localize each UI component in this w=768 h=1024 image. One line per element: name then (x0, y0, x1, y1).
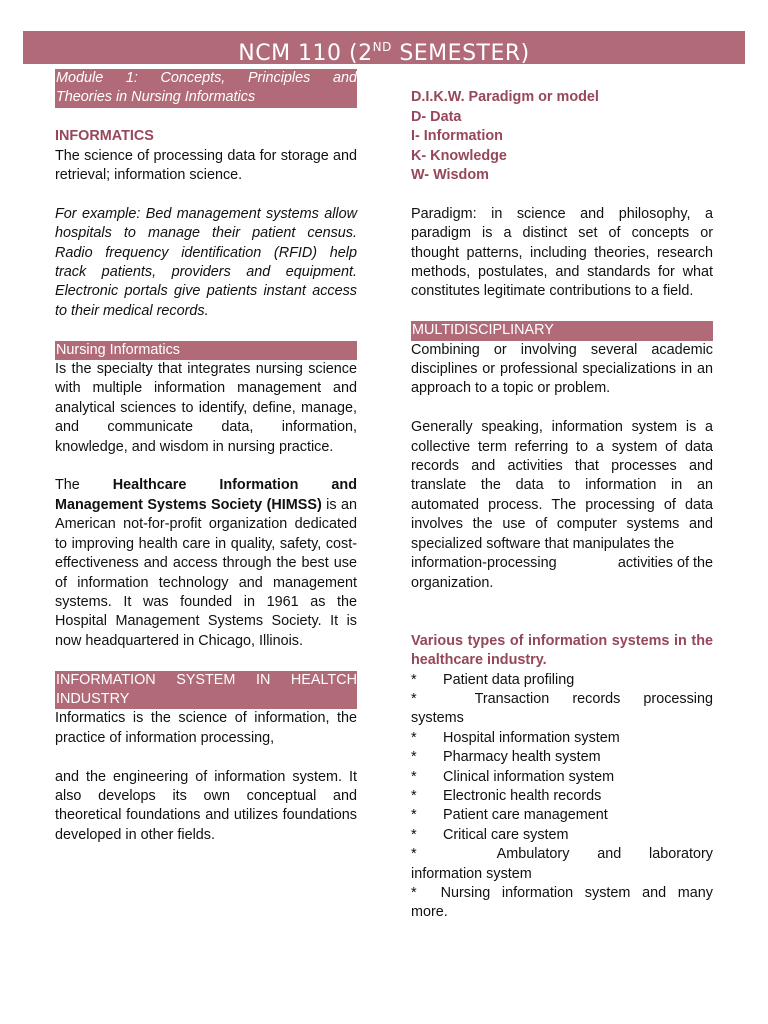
list-item: * Ambulatory and laboratory information system (411, 846, 713, 882)
paradigm-definition: Paradigm: in science and philosophy, a paradigm is a distinct set of concepts or thought patterns, including theories, research methods, postulates, and standards for what constitutes legitimate contributions to a field. (411, 205, 713, 300)
right-column (411, 69, 713, 923)
multidisciplinary-definition: Combining or involving several academic disciplines or professional specializations in an approach to a topic or problem. (411, 341, 713, 397)
informatics-definition: The science of processing data for storage and retrieval; information science. (55, 147, 357, 184)
dikw-item: D- Data (411, 108, 462, 125)
dikw-title: D.I.K.W. Paradigm or model (411, 89, 599, 106)
list-item: * Nursing information system and many more. (411, 884, 713, 921)
list-item: * Patient care management (411, 807, 608, 824)
information-system-para-2: and the engineering of information system. It also develops its own conceptual and theoretical foundations and utilizes foundations developed in other fields. (55, 768, 357, 843)
informatics-example: For example: Bed management systems allow hospitals to manage their patient census. Radio frequency identification (RFID) help track patients, providers and equipment. Electronic portals give patients instant access to their medical records. (55, 205, 357, 319)
document-title: NCM 110 (2ND SEMESTER) (23, 31, 745, 64)
list-item: * Transaction records processing systems (411, 690, 713, 727)
dikw-item: K- Knowledge (411, 147, 507, 164)
multidisciplinary-heading: MULTIDISCIPLINARY (411, 321, 713, 340)
information-system-line: information-processing activities of the (411, 555, 713, 572)
nursing-informatics-definition: Is the specialty that integrates nursing science with multiple information management and analytical sciences to identify, define, manage, and communicate data, information, knowledge, and wisdom in nursing practice. (55, 361, 357, 455)
dikw-item: W- Wisdom (411, 167, 489, 184)
information-system-general-paragraph: Generally speaking, information system is a collective term referring to a system of data records and activities that processes and translate the data to information in an automated process. The processing of data involves the use of computer systems and specialized software that manipulates the (411, 419, 713, 552)
nursing-informatics-heading: Nursing Informatics (55, 341, 357, 360)
informatics-heading: INFORMATICS (55, 128, 154, 145)
list-item: * Patient data profiling (411, 671, 575, 688)
list-item: * Pharmacy health system (411, 749, 601, 766)
list-item: * Hospital information system (411, 729, 620, 746)
information-system-heading: INFORMATION SYSTEM IN HEALTCH INDUSTRY (55, 671, 357, 710)
list-item: * Electronic health records (411, 787, 602, 804)
list-item: * Clinical information system (411, 768, 615, 785)
information-system-para-1: Informatics is the science of information, the practice of information processing, (55, 710, 357, 746)
list-item: * Critical care system (411, 826, 569, 843)
information-system-line-end: organization. (411, 574, 494, 591)
himss-paragraph: The Healthcare Information and Management Systems Society (HIMSS) is an American not-for-profit organization dedicated to improving health care in quality, safety, cost-effectiveness and access through the best use of information technology and management systems. It was founded in 1961 as the Hospital Management Systems Society. It is now headquartered in Chicago, Illinois. (55, 477, 358, 649)
types-heading: Various types of information systems in the healthcare industry. (411, 632, 713, 669)
module-heading: Module 1: Concepts, Principles and Theories in Nursing Informatics (55, 69, 357, 108)
left-column (55, 69, 357, 845)
dikw-item: I- Information (411, 128, 503, 145)
